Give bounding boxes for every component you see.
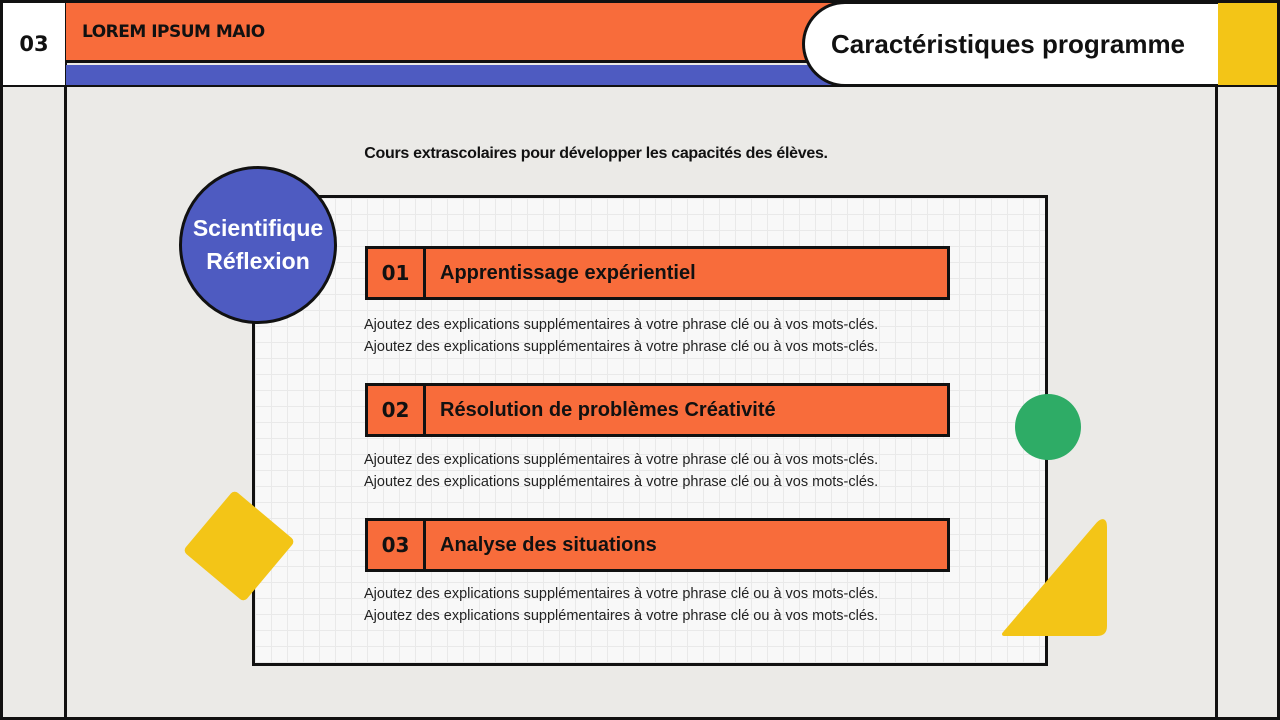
item-title: Analyse des situations xyxy=(440,533,657,556)
item-description-3 xyxy=(364,583,878,627)
item-number: 02 xyxy=(368,386,426,434)
description-line: Ajoutez des explications supplémentaires à votre phrase clé ou à vos mots-clés. xyxy=(364,608,879,624)
description-line: Ajoutez des explications supplémentaires à votre phrase clé ou à vos mots-clés. xyxy=(364,339,879,355)
left-divider xyxy=(64,0,67,720)
badge-line-1: Scientifique xyxy=(192,215,324,241)
header-blue-bar xyxy=(66,65,846,85)
slide-title xyxy=(802,1,1222,87)
right-divider xyxy=(1215,0,1218,720)
item-number: 03 xyxy=(368,521,426,569)
item-header-3 xyxy=(365,518,950,572)
item-header-2 xyxy=(365,383,950,437)
badge-line-2: Réflexion xyxy=(206,248,310,274)
item-header-1 xyxy=(365,246,950,300)
item-description-1 xyxy=(364,314,878,358)
subtitle: Cours extrascolaires pour développer les capacités des élèves. xyxy=(364,145,828,162)
item-description-2 xyxy=(364,449,878,493)
brand-label: LOREM IPSUM MAIO xyxy=(82,22,265,42)
green-circle-decoration xyxy=(1015,394,1081,460)
item-number: 01 xyxy=(368,249,426,297)
item-title: Résolution de problèmes Créativité xyxy=(440,398,776,421)
slide-title-text: Caractéristiques programme xyxy=(831,28,1186,59)
description-line: Ajoutez des explications supplémentaires à votre phrase clé ou à vos mots-clés. xyxy=(364,452,879,468)
item-title: Apprentissage expérientiel xyxy=(440,261,696,284)
description-line: Ajoutez des explications supplémentaires à votre phrase clé ou à vos mots-clés. xyxy=(364,317,879,333)
page-number: 03 xyxy=(3,3,65,85)
yellow-corner-block xyxy=(1218,3,1277,85)
description-line: Ajoutez des explications supplémentaires à votre phrase clé ou à vos mots-clés. xyxy=(364,474,879,490)
yellow-triangle-decoration xyxy=(990,510,1114,640)
topic-badge xyxy=(179,166,337,324)
description-line: Ajoutez des explications supplémentaires à votre phrase clé ou à vos mots-clés. xyxy=(364,586,879,602)
